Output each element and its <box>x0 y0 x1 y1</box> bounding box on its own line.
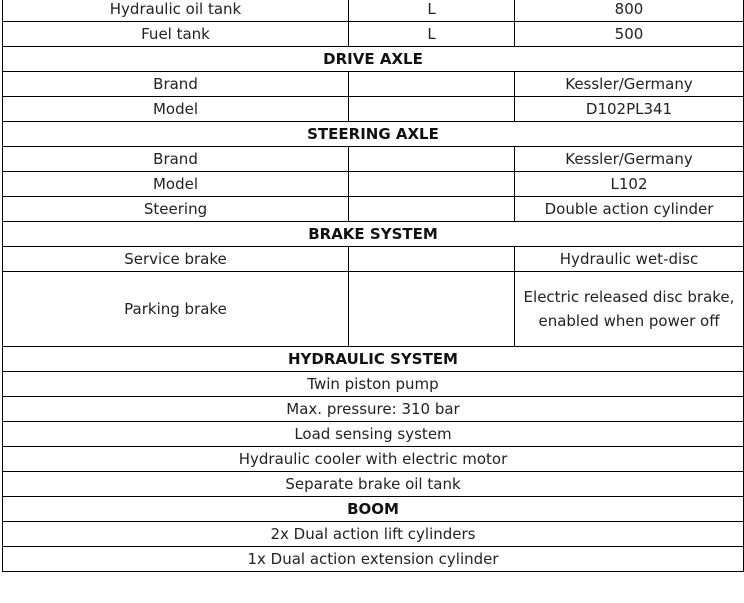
section-header-drive-axle <box>3 47 744 72</box>
feature-text: 1x Dual action extension cylinder <box>3 547 744 572</box>
spec-name: Brand <box>3 72 349 97</box>
spec-row-service-brake <box>3 247 744 272</box>
spec-name: Parking brake <box>3 272 349 347</box>
spec-value: 500 <box>515 22 744 47</box>
spec-value: Hydraulic wet-disc <box>515 247 744 272</box>
section-header-brake-system <box>3 222 744 247</box>
feature-row <box>3 472 744 497</box>
spec-value: Kessler/Germany <box>515 147 744 172</box>
spec-unit <box>349 272 515 347</box>
spec-value: Double action cylinder <box>515 197 744 222</box>
spec-unit <box>349 247 515 272</box>
feature-text: Twin piston pump <box>3 372 744 397</box>
spec-unit <box>349 172 515 197</box>
spec-value: Kessler/Germany <box>515 72 744 97</box>
spec-unit <box>349 197 515 222</box>
section-title: HYDRAULIC SYSTEM <box>3 347 744 372</box>
spec-name: Brand <box>3 147 349 172</box>
spec-value: 800 <box>515 0 744 22</box>
spec-name: Hydraulic oil tank <box>3 0 349 22</box>
spec-row-drive-axle-model <box>3 97 744 122</box>
spec-unit: L <box>349 22 515 47</box>
spec-row-steering <box>3 197 744 222</box>
spec-unit <box>349 97 515 122</box>
spec-row-fuel-tank <box>3 22 744 47</box>
spec-value: D102PL341 <box>515 97 744 122</box>
section-title: STEERING AXLE <box>3 122 744 147</box>
section-title: DRIVE AXLE <box>3 47 744 72</box>
spec-row-steering-axle-brand <box>3 147 744 172</box>
spec-name: Fuel tank <box>3 22 349 47</box>
spec-name: Steering <box>3 197 349 222</box>
spec-name: Model <box>3 97 349 122</box>
feature-row <box>3 397 744 422</box>
specification-table <box>2 0 744 572</box>
spec-unit: L <box>349 0 515 22</box>
spec-row-hydraulic-oil-tank <box>3 0 744 22</box>
feature-text: Load sensing system <box>3 422 744 447</box>
feature-text: Separate brake oil tank <box>3 472 744 497</box>
spec-value: L102 <box>515 172 744 197</box>
section-title: BRAKE SYSTEM <box>3 222 744 247</box>
section-header-steering-axle <box>3 122 744 147</box>
feature-row <box>3 547 744 572</box>
spec-value: Electric released disc brake, enabled when power off <box>515 272 744 347</box>
feature-row <box>3 422 744 447</box>
feature-text: 2x Dual action lift cylinders <box>3 522 744 547</box>
feature-row <box>3 447 744 472</box>
feature-row <box>3 522 744 547</box>
spec-row-parking-brake <box>3 272 744 347</box>
spec-unit <box>349 72 515 97</box>
spec-row-steering-axle-model <box>3 172 744 197</box>
spec-unit <box>349 147 515 172</box>
section-header-boom <box>3 497 744 522</box>
spec-row-drive-axle-brand <box>3 72 744 97</box>
section-title: BOOM <box>3 497 744 522</box>
section-header-hydraulic-system <box>3 347 744 372</box>
spec-name: Service brake <box>3 247 349 272</box>
feature-text: Max. pressure: 310 bar <box>3 397 744 422</box>
spec-name: Model <box>3 172 349 197</box>
feature-text: Hydraulic cooler with electric motor <box>3 447 744 472</box>
feature-row <box>3 372 744 397</box>
